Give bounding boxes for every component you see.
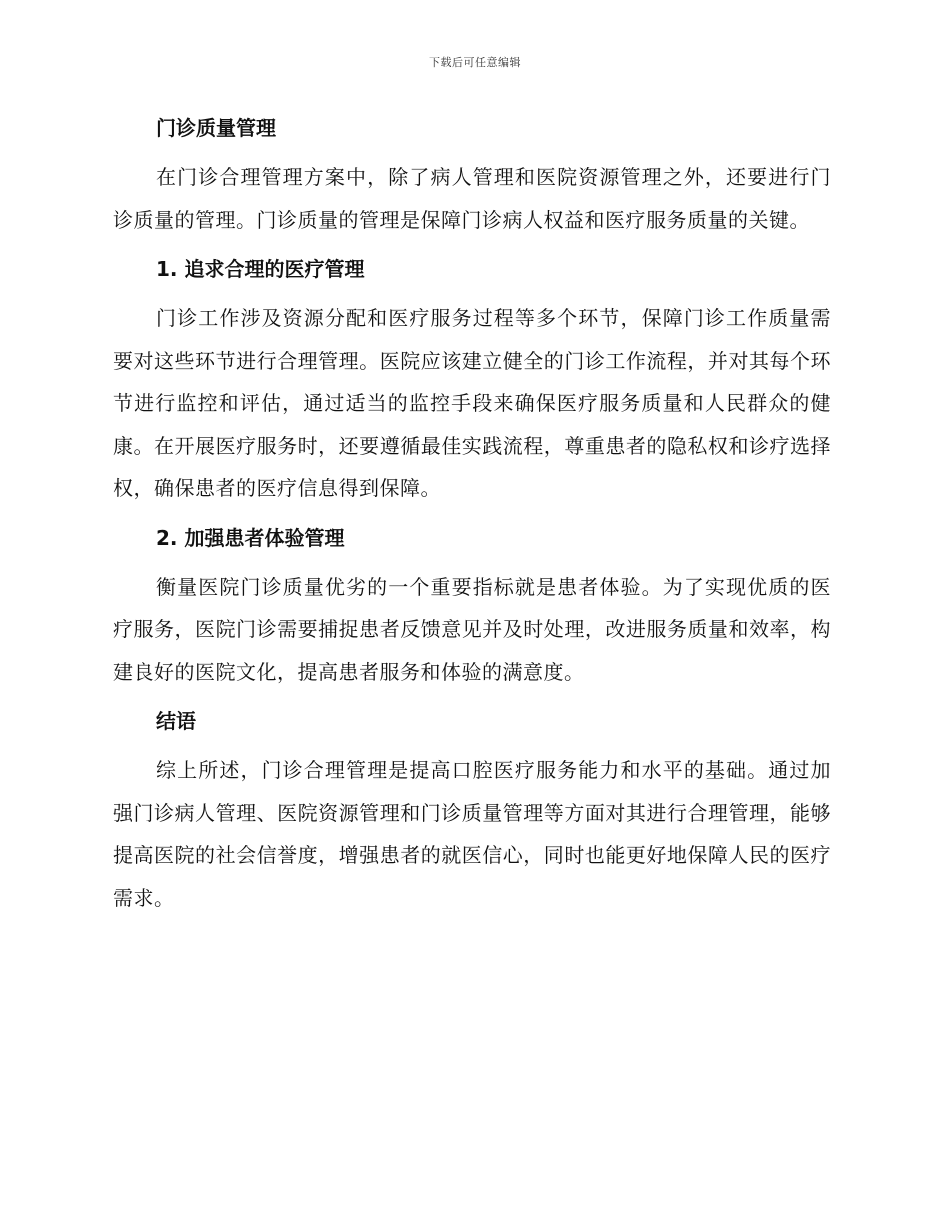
section-heading-patient-experience: 2. 加强患者体验管理 [156, 525, 345, 550]
page-header-note: 下载后可任意编辑 [429, 56, 521, 69]
section-paragraph-quality: 在门诊合理管理方案中，除了病人管理和医院资源管理之外，还要进行门诊质量的管理。门诊质量的管理是保障门诊病人权益和医疗服务质量的关键。 [113, 165, 831, 232]
section-paragraph-medical-management: 门诊工作涉及资源分配和医疗服务过程等多个环节，保障门诊工作质量需要对这些环节进行合理管理。医院应该建立健全的门诊工作流程，并对其每个环节进行监控和评估，通过适当的监控手段来确保医疗服务质量和人民群众的健康。在开展医疗服务时，还要遵循最佳实践流程，尊重患者的隐私权和诊疗选择权，确保患者的医疗信息得到保障。 [113, 306, 831, 500]
document-body [113, 108, 831, 927]
section-heading-medical-management: 1. 追求合理的医疗管理 [156, 257, 365, 281]
section-paragraph-conclusion: 综上所述，门诊合理管理是提高口腔医疗服务能力和水平的基础。通过加强门诊病人管理、医院资源管理和门诊质量管理等方面对其进行合理管理，能够提高医院的社会信誉度，增强患者的就医信心，同时也能更好地保障人民的医疗需求。 [113, 758, 831, 910]
section-heading-conclusion: 结语 [156, 709, 196, 733]
section-heading-quality: 门诊质量管理 [156, 116, 276, 140]
section-paragraph-patient-experience: 衡量医院门诊质量优劣的一个重要指标就是患者体验。为了实现优质的医疗服务，医院门诊需要捕捉患者反馈意见并及时处理，改进服务质量和效率，构建良好的医院文化，提高患者服务和体验的满意度。 [113, 574, 831, 684]
